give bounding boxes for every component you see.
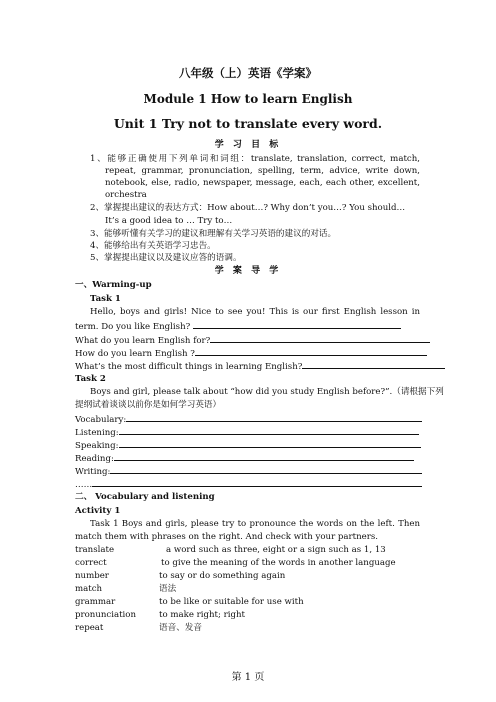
objectives-heading: 学 习 目 标 [214,140,282,150]
match-word: correct [75,558,107,568]
match-word: repeat [75,623,104,633]
objective-line: orchestra [105,190,147,200]
objective-line: 5、掌握提出建议以及建议应答的语调。 [90,253,242,263]
skill-line: Reading: [75,452,414,465]
skill-line: Speaking: [75,439,421,452]
vocab-heading: 二、 Vocabulary and listening [75,492,215,502]
unit-title: Unit 1 Try not to translate every word. [113,116,383,131]
skill-line: Vocabulary: [75,413,422,426]
objective-line: repeat, grammar, pronunciation, spelling, term, advice, write down, [105,166,420,176]
match-word: match [75,584,103,594]
objective-line: notebook, else, radio, newspaper, message, each, each other, excellent, [105,178,420,188]
objective-line: 2、掌握提出建议的表达方式：How about…? Why don’t you…? You should… [90,203,406,213]
task2-text: Boys and girl, please talk about “how did you study English before?”.（请根据下列 [90,387,444,397]
question-line: What do you learn English for? [75,334,430,347]
module-title: Module 1 How to learn English [143,92,353,106]
objective-line: 3、能够听懂有关学习的建议和理解有关学习英语的建议的对话。 [90,229,337,239]
task2-heading: Task 2 [75,374,106,384]
match-phrase: to give the meaning of the words in another language [161,558,396,568]
warmup-heading: 一、Warming-up [75,280,152,290]
question-line: How do you learn English ? [75,347,427,360]
objective-line: 1、能够正确使用下列单词和词组：translate, translation, correct, match, [90,154,420,164]
activity1-heading: Activity 1 [75,506,121,516]
task1-heading: Task 1 [90,294,121,304]
skill-line: Listening: [75,426,419,439]
guide-heading: 学 案 导 学 [214,266,282,276]
match-word: pronunciation [75,610,136,620]
document-title: 八年级（上）英语《学案》 [179,66,317,80]
task2-text: 提纲试着谈谈以前你是如何学习英语） [75,400,222,410]
task1-text: Hello, boys and girls! Nice to see you! This is our first English lesson in [90,307,420,317]
objective-line: It’s a good idea to … Try to… [105,216,233,226]
match-phrase: a word such as three, eight or a sign such as 1, 13 [166,545,386,555]
task1-question: term. Do you like English? [75,320,401,333]
activity-task-text: match them with phrases on the right. And check with your partners. [75,532,378,542]
match-phrase: to be like or suitable for use with [159,597,304,607]
match-phrase: to make right; right [159,610,245,620]
question-line: What’s the most difficult things in learning English? [75,360,445,373]
match-phrase: 语音、发音 [159,623,202,633]
page-number: 第 1 页 [231,672,265,683]
skill-line: …… [75,478,422,491]
activity-task-text: Task 1 Boys and girls, please try to pronounce the words on the left. Then [90,519,420,529]
match-word: number [75,571,109,581]
match-word: grammar [75,597,116,607]
skill-line: Writing: [75,465,422,478]
match-phrase: to say or do something again [159,571,286,581]
match-phrase: 语法 [159,584,177,594]
objective-line: 4、能够给出有关英语学习忠告。 [90,241,216,251]
match-word: translate [75,545,115,555]
